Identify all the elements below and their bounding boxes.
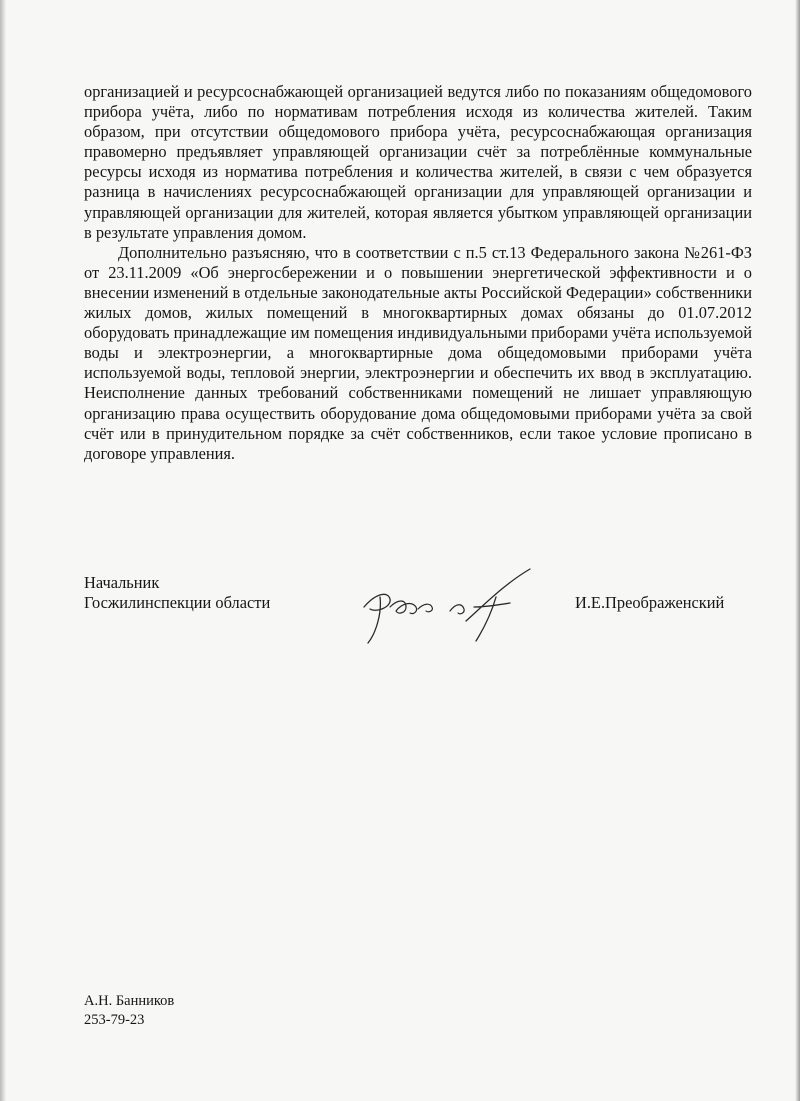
signatory-position <box>84 573 270 613</box>
executor-name: А.Н. Банников <box>84 993 175 1009</box>
signature-block <box>84 573 752 663</box>
letter-body <box>84 82 752 464</box>
executor-info <box>84 992 174 1029</box>
handwritten-signature-icon <box>346 563 546 649</box>
paragraph-1: организацией и ресурсоснабжающей организацией ведутся либо по показаниям общедомового прибора учёта, либо по нормативам потребления исходя из количества жителей. Таким образом, при отсутствии общедомового прибора учёта, ресурсоснабжающая организация правомерно предъявляет управляющей организации счёт за потреблённые коммунальные ресурсы исходя из норматива потребления и количества жителей, в связи с чем образуется разница в начислениях ресурсоснабжающей организации для управляющей организации и управляющей организации для жителей, которая является убытком управляющей организации в результате управления домом. <box>84 82 752 242</box>
position-line-2: Госжилинспекции области <box>84 593 271 612</box>
position-line-1: Начальник <box>84 573 160 592</box>
scan-edge-right <box>795 0 800 1101</box>
scan-edge-left <box>0 0 6 1101</box>
paragraph-2: Дополнительно разъясняю, что в соответствии с п.5 ст.13 Федерального закона №261-ФЗ от 23.11.2009 «Об энергосбережении и о повышении энергетической эффективности и о внесении изменений в отдельные законодательные акты Российской Федерации» собственники жилых домов, жилых помещений в многоквартирных домах обязаны до 01.07.2012 оборудовать принадлежащие им помещения индивидуальными приборами учёта используемой воды и электроэнергии, а многоквартирные дома общедомовыми приборами учёта используемой воды, тепловой энергии, электроэнергии и обеспечить их ввод в эксплуатацию. Неисполнение данных требований собственниками помещений не лишает управляющую организацию права осуществить оборудование дома общедомовыми приборами учёта за свой счёт или в принудительном порядке за счёт собственников, если такое условие прописано в договоре управления. <box>84 242 752 463</box>
executor-phone: 253-79-23 <box>84 1011 145 1028</box>
signatory-name: И.Е.Преображенский <box>575 593 725 612</box>
